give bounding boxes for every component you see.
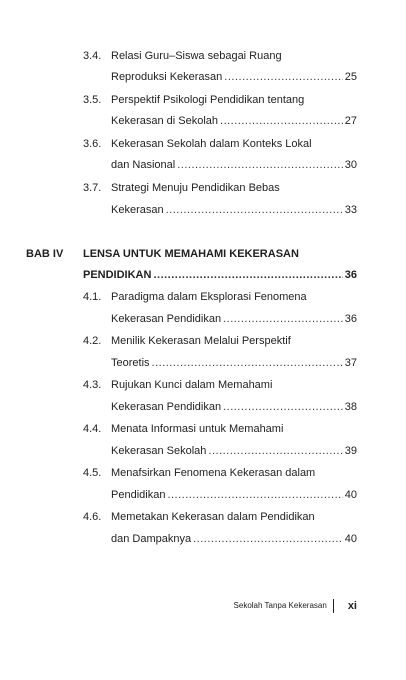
toc-page-number: 27 [344,115,357,127]
toc-entry-title: Kekerasan Sekolah dalam Konteks Lokal [111,138,312,150]
toc-entry-title: Rujukan Kunci dalam Memahami [111,379,273,391]
toc-entry-number: 3.6. [83,138,102,150]
leader-dots [167,487,342,503]
toc-entry-title: Menata Informasi untuk Memahami [111,423,284,435]
leader-dots [152,355,343,371]
leader-dots [224,69,342,85]
leader-dots [223,399,343,415]
toc-entry-4-5-cont[interactable] [111,487,357,503]
toc-entry-number: 4.2. [83,335,102,347]
leader-dots [220,113,343,129]
toc-entry-number: 4.3. [83,379,102,391]
toc-entry-number: 3.4. [83,50,102,62]
leader-dots [223,311,343,327]
toc-entry-3-7[interactable] [0,180,406,196]
toc-page-number: 30 [344,159,357,171]
toc-entry-number: 4.4. [83,423,102,435]
toc-entry-3-4[interactable] [0,48,406,64]
footer-divider [333,599,334,613]
toc-entry-4-3[interactable] [0,377,406,393]
toc-entry-4-6[interactable] [0,509,406,525]
toc-page-number: 40 [344,533,357,545]
toc-entry-3-6[interactable] [0,136,406,152]
toc-entry-title: Perspektif Psikologi Pendidikan tentang [111,94,305,106]
toc-page-number: 39 [344,445,357,457]
toc-entry-4-2[interactable] [0,333,406,349]
toc-entry-4-4-cont[interactable] [111,443,357,459]
toc-entry-title: Strategi Menuju Pendidikan Bebas [111,182,280,194]
leader-dots [166,202,343,218]
toc-entry-title-cont: Kekerasan [111,204,164,216]
toc-entry-title-cont: Teoretis [111,357,150,369]
toc-entry-title-cont: Kekerasan di Sekolah [111,115,219,127]
toc-entry-number: 3.5. [83,94,102,106]
leader-dots [193,531,343,547]
chapter-label: BAB IV [26,248,64,260]
toc-entry-title: Memetakan Kekerasan dalam Pendidikan [111,511,315,523]
toc-entry-4-2-cont[interactable] [111,355,357,371]
toc-page-number: 37 [344,357,357,369]
toc-entry-number: 4.1. [83,291,102,303]
toc-entry-3-4-cont[interactable] [111,69,357,85]
toc-entry-title: Menafsirkan Fenomena Kekerasan dalam [111,467,316,479]
toc-entry-number: 4.5. [83,467,102,479]
toc-entry-title: Paradigma dalam Eksplorasi Fenomena [111,291,307,303]
footer-book-title: Sekolah Tanpa Kekerasan [233,601,327,610]
toc-entry-title-cont: Kekerasan Pendidikan [111,401,222,413]
toc-page-number: 33 [344,204,357,216]
toc-chapter-4[interactable] [0,246,406,262]
toc-entry-title-cont: Pendidikan [111,489,166,501]
toc-entry-4-1[interactable] [0,289,406,305]
toc-entry-number: 3.7. [83,182,102,194]
toc-entry-4-5[interactable] [0,465,406,481]
toc-entry-title-cont: Reproduksi Kekerasan [111,71,223,83]
toc-entry-4-1-cont[interactable] [111,311,357,327]
toc-page-number: 40 [344,489,357,501]
toc-page-number: 25 [344,71,357,83]
page-footer [234,598,357,614]
toc-chapter-4-cont[interactable] [83,267,357,283]
toc-entry-4-6-cont[interactable] [111,531,357,547]
toc-entry-title-cont: dan Dampaknya [111,533,192,545]
toc-entry-title-cont: Kekerasan Pendidikan [111,313,222,325]
toc-entry-title: Relasi Guru–Siswa sebagai Ruang [111,50,282,62]
toc-entry-title-cont: dan Nasional [111,159,176,171]
toc-entry-4-4[interactable] [0,421,406,437]
toc-page-number: 36 [344,269,357,281]
toc-entry-3-6-cont[interactable] [111,157,357,173]
toc-page-number: 36 [344,313,357,325]
toc-entry-4-3-cont[interactable] [111,399,357,415]
chapter-title: LENSA UNTUK MEMAHAMI KEKERASAN [83,248,299,260]
toc-entry-3-5-cont[interactable] [111,113,357,129]
toc-entry-title-cont: Kekerasan Sekolah [111,445,207,457]
chapter-title-cont: PENDIDIKAN [83,269,152,281]
toc-entry-3-7-cont[interactable] [111,202,357,218]
toc-entry-3-5[interactable] [0,92,406,108]
footer-page-number: xi [347,600,357,612]
toc-entry-title: Menilik Kekerasan Melalui Perspektif [111,335,291,347]
toc-page-number: 38 [344,401,357,413]
toc-entry-number: 4.6. [83,511,102,523]
leader-dots [208,443,342,459]
leader-dots [177,157,343,173]
leader-dots [153,267,342,283]
